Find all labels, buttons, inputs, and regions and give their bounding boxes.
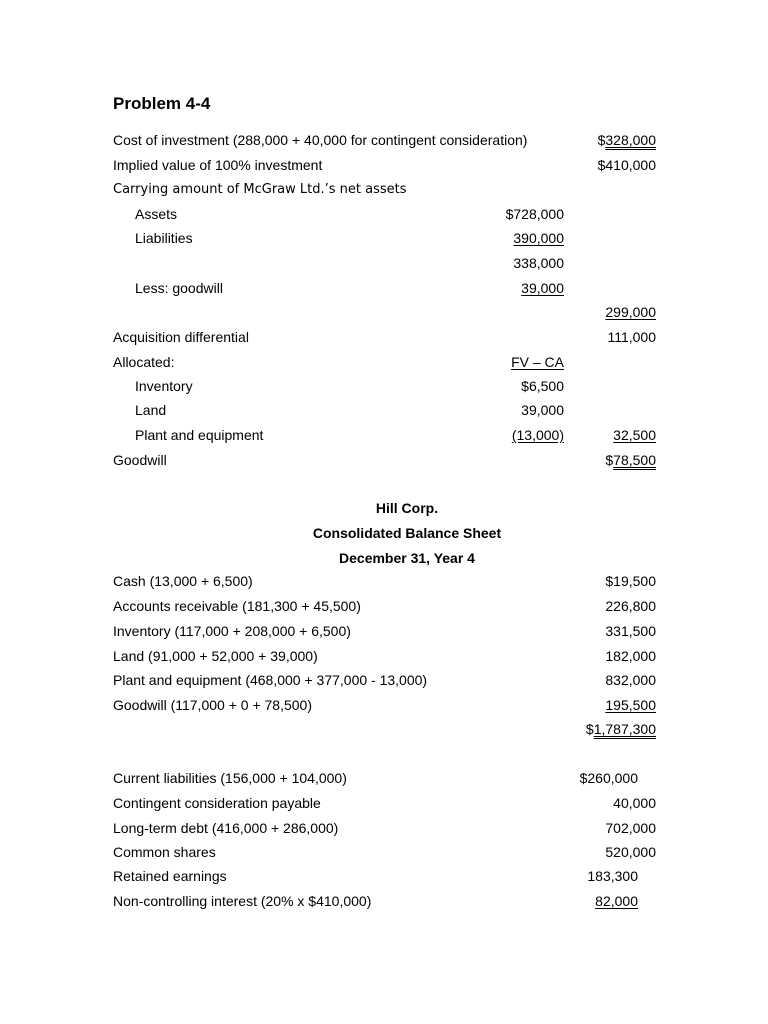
liability-row-label: Long-term debt (416,000 + 286,000) — [113, 820, 339, 836]
inventory-value: $6,500 — [521, 378, 564, 394]
plant-equipment-label: Plant and equipment — [135, 427, 264, 443]
total-assets-prefix: $ — [585, 721, 594, 737]
asset-row-value: 331,500 — [605, 623, 656, 639]
liability-row-value: $260,000 — [579, 770, 638, 786]
net-assets-value: 338,000 — [513, 255, 564, 271]
land-label: Land — [135, 402, 167, 418]
asset-row-value: 226,800 — [605, 598, 656, 614]
liability-row-value: 183,300 — [587, 868, 638, 884]
goodwill-amount: 78,500 — [613, 452, 656, 468]
liability-row-label: Common shares — [113, 844, 216, 860]
company-name: Hill Corp. — [375, 500, 439, 516]
balance-sheet-date: December 31, Year 4 — [339, 550, 475, 566]
cost-of-investment-label: Cost of investment (288,000 + 40,000 for contingent consideration) — [113, 132, 528, 148]
less-goodwill-label: Less: goodwill — [135, 280, 223, 296]
implied-value: $410,000 — [597, 157, 656, 173]
inventory-label: Inventory — [135, 378, 193, 394]
liability-row-label: Retained earnings — [113, 868, 227, 884]
plant-equipment-value: (13,000) — [511, 427, 564, 443]
asset-row-label: Accounts receivable (181,300 + 45,500) — [113, 598, 361, 614]
allocated-label: Allocated: — [113, 354, 175, 370]
fv-ca-header: FV – CA — [511, 354, 564, 370]
total-assets-value — [586, 721, 656, 737]
liability-row-value: 520,000 — [605, 844, 656, 860]
asset-row-value: 832,000 — [605, 672, 656, 688]
liability-row-value: 40,000 — [613, 795, 656, 811]
liability-row-label: Current liabilities (156,000 + 104,000) — [113, 770, 347, 786]
assets-label: Assets — [135, 206, 178, 222]
goodwill-label: Goodwill — [113, 452, 167, 468]
cost-amount: 328,000 — [605, 132, 656, 148]
liability-row-value: 702,000 — [605, 820, 656, 836]
liability-row-label: Non-controlling interest (20% x $410,000) — [113, 893, 372, 909]
adjusted-net-assets-value: 299,000 — [605, 304, 656, 320]
balance-sheet-title: Consolidated Balance Sheet — [312, 525, 502, 541]
less-goodwill-value: 39,000 — [521, 280, 564, 296]
asset-row-value: 195,500 — [605, 697, 656, 713]
total-assets-amount: 1,787,300 — [593, 721, 656, 737]
liabilities-value: 390,000 — [513, 230, 564, 246]
asset-row-label: Plant and equipment (468,000 + 377,000 - 13,000) — [113, 672, 428, 688]
asset-row-label: Inventory (117,000 + 208,000 + 6,500) — [113, 623, 351, 639]
cost-of-investment-value — [598, 132, 656, 148]
liabilities-label: Liabilities — [135, 230, 193, 246]
acquisition-differential-value: 111,000 — [607, 329, 656, 345]
carrying-amount-label: Carrying amount of McGraw Ltd.’s net assets — [113, 182, 407, 197]
asset-row-value: $19,500 — [605, 573, 656, 589]
allocated-total-value: 32,500 — [613, 427, 656, 443]
acquisition-differential-label: Acquisition differential — [113, 329, 249, 345]
land-value: 39,000 — [521, 402, 564, 418]
asset-row-label: Land (91,000 + 52,000 + 39,000) — [113, 648, 318, 664]
asset-row-label: Cash (13,000 + 6,500) — [113, 573, 253, 589]
asset-row-value: 182,000 — [605, 648, 656, 664]
asset-row-label: Goodwill (117,000 + 0 + 78,500) — [113, 697, 312, 713]
page-title: Problem 4-4 — [113, 94, 211, 113]
cost-prefix: $ — [597, 132, 606, 148]
goodwill-prefix: $ — [605, 452, 614, 468]
assets-value: $728,000 — [505, 206, 564, 222]
liability-row-label: Contingent consideration payable — [113, 795, 321, 811]
implied-value-label: Implied value of 100% investment — [113, 157, 323, 173]
goodwill-value — [605, 452, 656, 468]
liability-row-value: 82,000 — [595, 893, 638, 909]
